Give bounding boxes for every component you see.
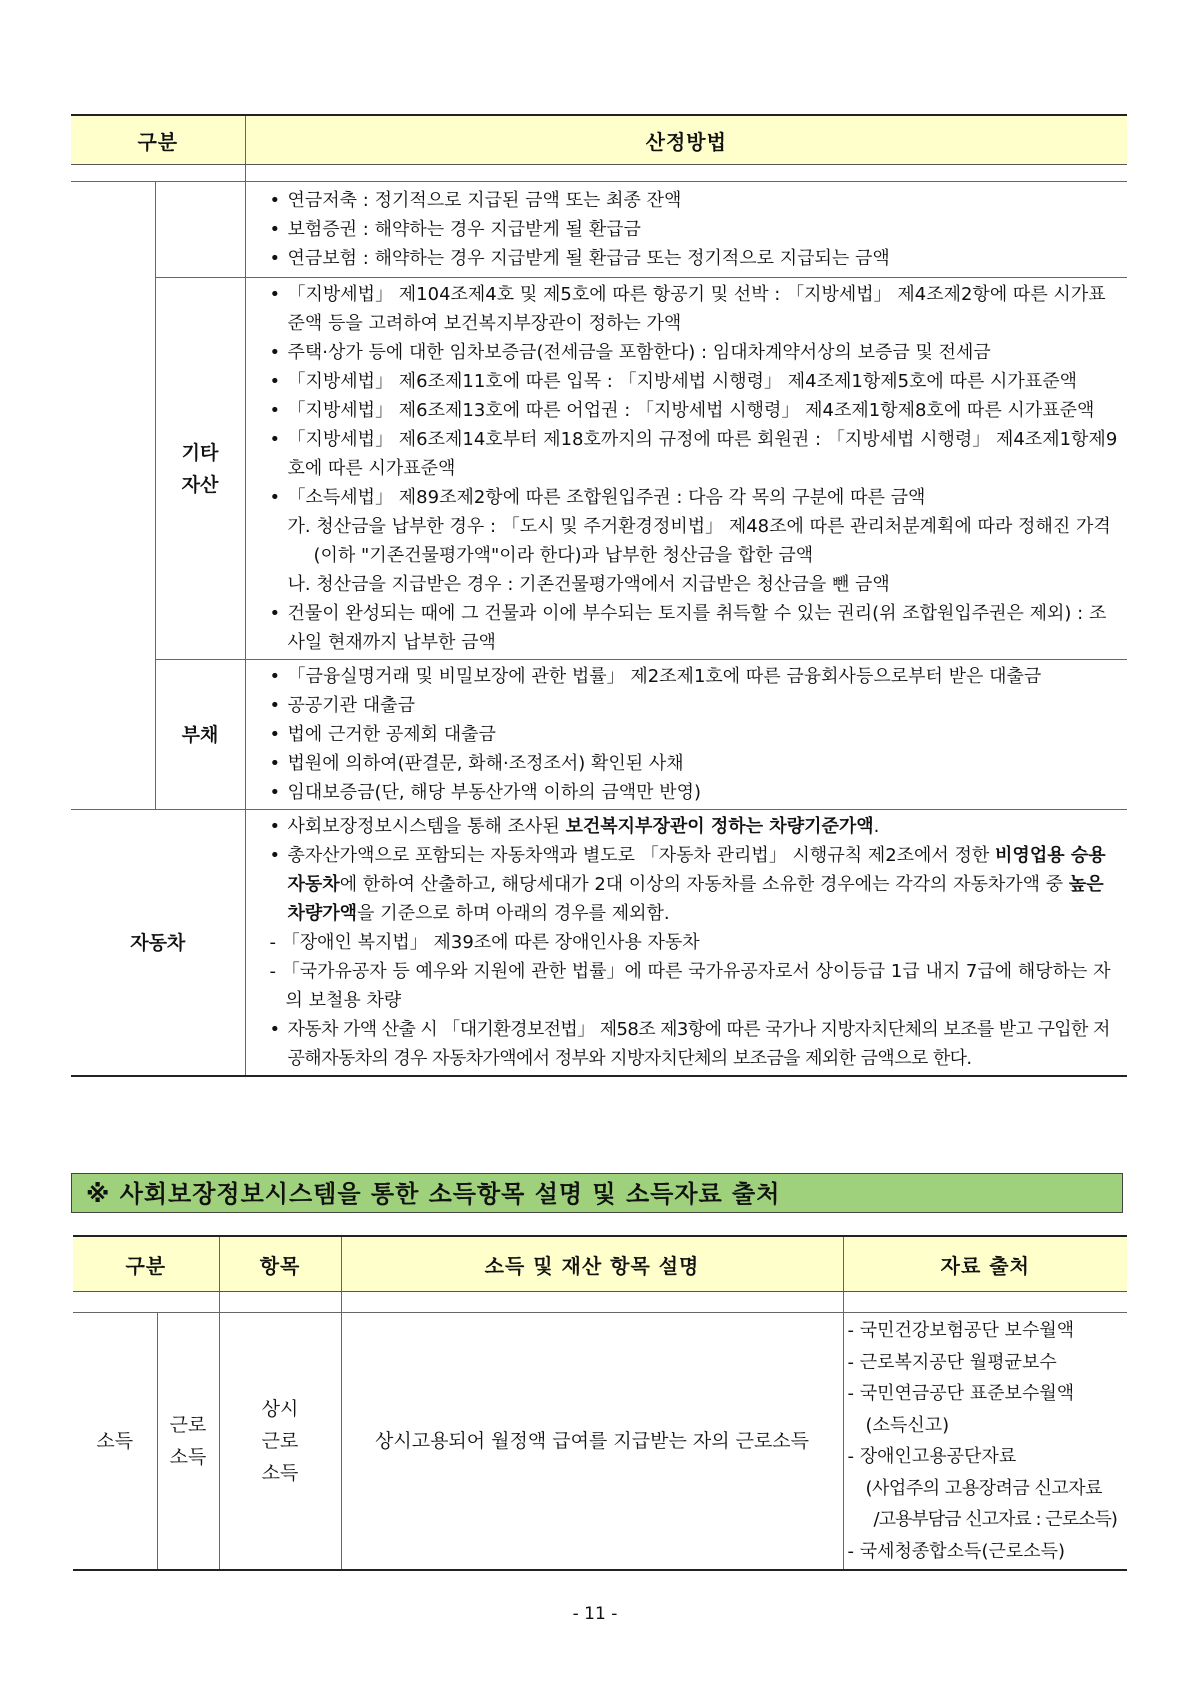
cell-subcategory: 근로 소득 <box>157 1313 219 1571</box>
list-item: (사업주의 고용장려금 신고자료 <box>865 1477 1103 1499</box>
table-row <box>71 810 1127 1077</box>
table-header-row <box>71 115 1127 165</box>
list-item: • 건물이 완성되는 때에 그 건물과 이에 부수되는 토지를 취득할 수 있는 권리(위 조합원입주권은 제외) : 조사일 현재까지 납부한 금액 <box>270 599 1120 657</box>
list-item: • 자동차 가액 산출 시 「대기환경보전법」 제58조 제3항에 따른 국가나 지방자치단체의 보조를 받고 구입한 저공해자동차의 경우 자동차가액에서 정부와 지방자치단체의 보조금을 제외한 금액으로 한다. <box>270 1015 1120 1073</box>
table-row <box>73 1313 1127 1571</box>
list-item: • 「소득세법」 제89조제2항에 따른 조합원입주권 : 다음 각 목의 구분에 따른 금액 <box>270 483 1120 512</box>
header-method: 산정방법 <box>245 115 1127 165</box>
sub-item: - 「장애인 복지법」 제39조에 따른 장애인사용 자동차 <box>269 932 700 953</box>
cell-category: 소득 <box>73 1313 157 1571</box>
cell-description: 상시고용되어 월정액 급여를 지급받는 자의 근로소득 <box>341 1313 843 1571</box>
list-item: • 「지방세법」 제104조제4호 및 제5호에 따른 항공기 및 선박 : 「지방세법」 제4조제2항에 따른 시가표준액 등을 고려하여 보건복지부장관이 정하는 가액 <box>270 280 1120 338</box>
list-item: /고용부담금 신고자료 : 근로소득) <box>873 1509 1117 1530</box>
financial-asset-desc <box>245 182 1127 278</box>
cell-sources <box>843 1313 1127 1571</box>
sub-item: 나. 청산금을 지급받은 경우 : 기존건물평가액에서 지급받은 청산금을 뺀 금액 <box>287 574 890 595</box>
list-item: • 법에 근거한 공제회 대출금 <box>270 720 1120 749</box>
list-item: • 「지방세법」 제6조제13호에 따른 어업권 : 「지방세법 시행령」 제4조제1항제8호에 따른 시가표준액 <box>270 396 1120 425</box>
header-item: 항목 <box>219 1236 341 1292</box>
section-title-banner: ※ 사회보장정보시스템을 통한 소득항목 설명 및 소득자료 출처 <box>71 1173 1123 1213</box>
list-item: • 임대보증금(단, 해당 부동산가액 이하의 금액만 반영) <box>270 778 1120 807</box>
other-asset-label: 기타 자산 <box>155 278 245 660</box>
car-desc <box>245 810 1127 1077</box>
list-item: • 연금저축 : 정기적으로 지급된 금액 또는 최종 잔액 <box>270 186 1120 215</box>
debt-desc <box>245 660 1127 810</box>
asset-calculation-table <box>71 114 1127 1077</box>
table-header-row <box>73 1236 1127 1292</box>
car-label: 자동차 <box>71 810 245 1077</box>
list-item: - 장애인고용공단자료 <box>847 1446 1017 1467</box>
list-item: - 근로복지공단 월평균보수 <box>847 1351 1057 1373</box>
table-row <box>71 278 1127 660</box>
header-category: 구분 <box>73 1236 219 1292</box>
list-item: • 「지방세법」 제6조제14호부터 제18호까지의 규정에 따른 회원권 : 「지방세법 시행령」 제4조제1항제9호에 따른 시가표준액 <box>270 425 1120 483</box>
list-item: • 공공기관 대출금 <box>270 691 1120 720</box>
list-item: • 「지방세법」 제6조제11호에 따른 입목 : 「지방세법 시행령」 제4조제1항제5호에 따른 시가표준액 <box>270 367 1120 396</box>
list-item: • 주택·상가 등에 대한 임차보증금(전세금을 포함한다) : 임대차계약서상의 보증금 및 전세금 <box>270 338 1120 367</box>
list-item: • 총자산가액으로 포함되는 자동차액과 별도로 「자동차 관리법」 시행규칙 제2조에서 정한 비영업용 승용자동차에 한하여 산출하고, 해당세대가 2대 이상의 자동차를 소유한 경우에는 각각의 자동차가액 중 높은 차량가액을 기준으로 하며 아래의 경우를 제외함. <box>270 841 1120 928</box>
list-item: - 국민건강보험공단 보수월액 <box>847 1320 1075 1341</box>
debt-label: 부채 <box>155 660 245 810</box>
header-source: 자료 출처 <box>843 1236 1127 1292</box>
list-item: (소득신고) <box>865 1414 950 1436</box>
list-item: • 보험증권 : 해약하는 경우 지급받게 될 환급금 <box>270 215 1120 244</box>
list-item: • 「금융실명거래 및 비밀보장에 관한 법률」 제2조제1호에 따른 금융회사등으로부터 받은 대출금 <box>270 662 1120 691</box>
table-row <box>71 660 1127 810</box>
list-item: - 국민연금공단 표준보수월액 <box>847 1383 1075 1404</box>
page-number: - 11 - <box>572 1604 618 1624</box>
sub-item: - 「국가유공자 등 예우와 지원에 관한 법률」에 따른 국가유공자로서 상이등급 1급 내지 7급에 해당하는 자의 보철용 차량 <box>269 961 1111 1011</box>
income-source-table <box>73 1235 1127 1571</box>
list-item: - 국세청종합소득(근로소득) <box>847 1540 1066 1562</box>
list-item: • 사회보장정보시스템을 통해 조사된 보건복지부장관이 정하는 차량기준가액. <box>270 812 1120 841</box>
other-asset-desc <box>245 278 1127 660</box>
list-item: • 법원에 의하여(판결문, 화해·조정조서) 확인된 사채 <box>270 749 1120 778</box>
cell-item: 상시 근로 소득 <box>219 1313 341 1571</box>
header-category: 구분 <box>71 115 245 165</box>
table-row <box>71 182 1127 278</box>
header-description: 소득 및 재산 항목 설명 <box>341 1236 843 1292</box>
list-item: • 연금보험 : 해약하는 경우 지급받게 될 환급금 또는 정기적으로 지급되는 금액 <box>270 244 1120 273</box>
sub-item: 가. 청산금을 납부한 경우 : 「도시 및 주거환경정비법」 제48조에 따른 관리처분계획에 따라 정해진 가격(이하 "기존건물평가액"이라 한다)과 납부한 청산금을 합한 금액 <box>287 516 1111 566</box>
